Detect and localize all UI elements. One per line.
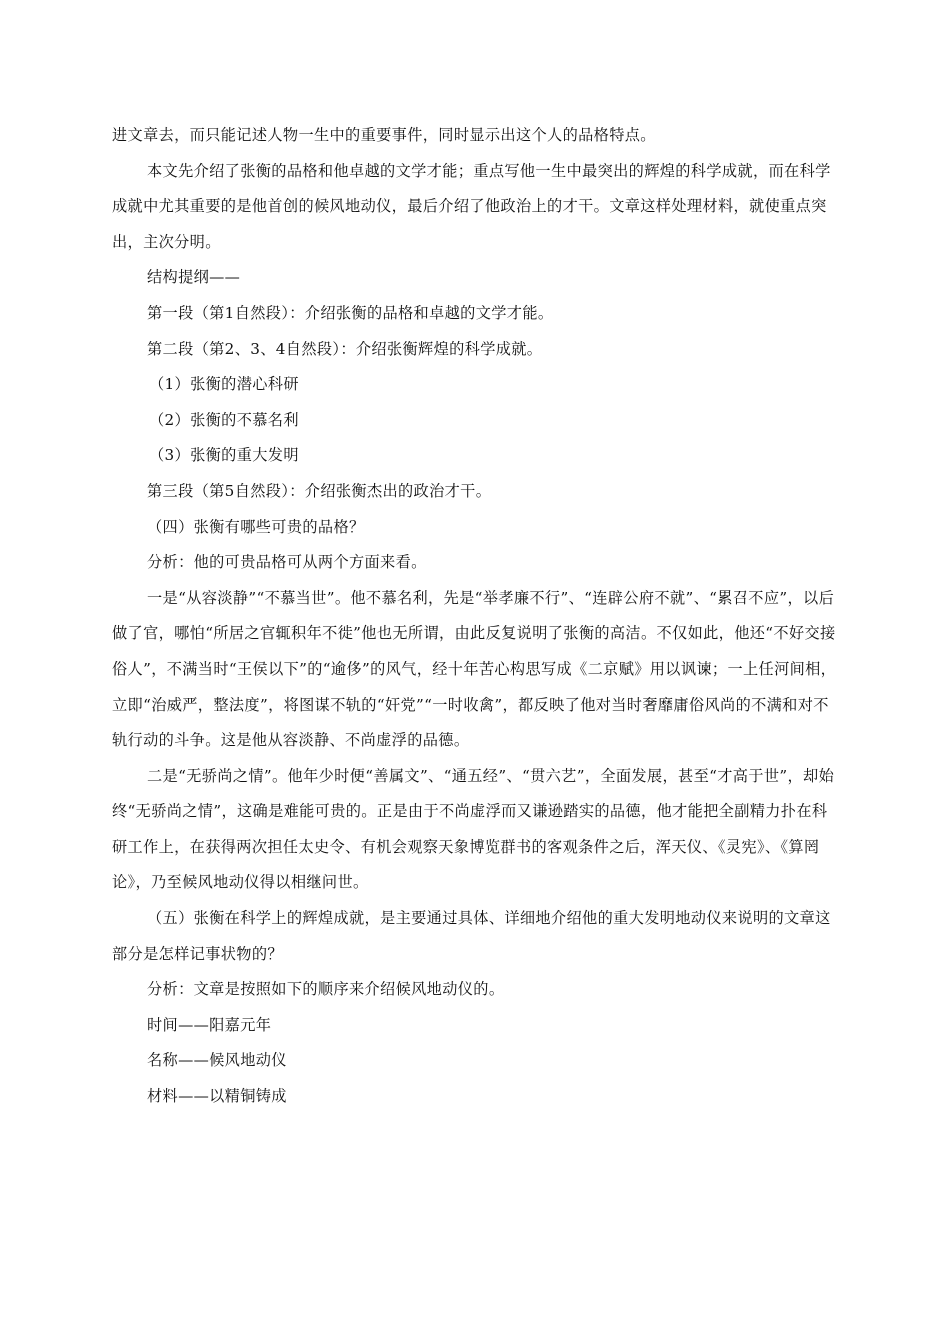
analysis-5: 分析：文章是按照如下的顺序来介绍候风地动仪的。 (147, 980, 505, 999)
paragraph-continuation: 进文章去，而只能记述人物一生中的重要事件，同时显示出这个人的品格特点。 (112, 126, 656, 144)
order-name: 名称——候风地动仪 (147, 1051, 287, 1070)
outline-section-3: 第三段（第5自然段）：介绍张衡杰出的政治才干。 (147, 481, 492, 500)
analysis-4: 分析：他的可贵品格可从两个方面来看。 (147, 553, 427, 572)
outline-subitem-1: （1）张衡的潜心科研 (149, 375, 299, 394)
paragraph-virtue-2: 二是“无骄尚之情”。他年少时便“善属文”、“通五经”、“贯六艺”，全面发展，甚至“才高于世”，却始终“无骄尚之情”，这确是难能可贵的。正是由于不尚虚浮而又谦逊踏实的品德，他才能把全副精力扑在科研工作上，在获得两次担任太史令、有机会观察天象博览群书的客观条件之后，浑天仪、《灵宪》、《算罔论》，乃至候风地动仪得以相继问世。 (112, 766, 835, 892)
outline-section-2: 第二段（第2、3、4自然段）：介绍张衡辉煌的科学成就。 (147, 339, 543, 358)
outline-section-1: 第一段（第1自然段）：介绍张衡的品格和卓越的文学才能。 (147, 303, 554, 322)
outline-subitem-2: （2）张衡的不慕名利 (149, 410, 299, 429)
question-5: （五）张衡在科学上的辉煌成就，是主要通过具体、详细地介绍他的重大发明地动仪来说明的文章这部分是怎样记事状物的？ (112, 909, 831, 963)
outline-heading: 结构提纲—— (147, 268, 241, 287)
outline-subitem-3: （3）张衡的重大发明 (149, 446, 299, 465)
order-time: 时间——阳嘉元年 (147, 1015, 272, 1034)
document-page (112, 118, 838, 1115)
paragraph-virtue-1: 一是“从容淡静”“不慕当世”。他不慕名利，先是“举孝廉不行”、“连辟公府不就”、“累召不应”，以后做了官，哪怕“所居之官辄积年不徙”他也无所谓，由此反复说明了张衡的高洁。不仅如此，他还“不好交接俗人”，不满当时“王侯以下”的“逾侈”的风气，经十年苦心构思写成《二京赋》用以讽谏；一上任河间相，立即“治威严，整法度”，将图谋不轨的“奸党”“一时收禽”，都反映了他对当时奢靡庸俗风尚的不满和对不轨行动的斗争。这是他从容淡静、不尚虚浮的品德。 (112, 588, 837, 750)
order-material: 材料——以精铜铸成 (147, 1087, 287, 1106)
question-4: （四）张衡有哪些可贵的品格？ (147, 517, 365, 536)
paragraph-summary: 本文先介绍了张衡的品格和他卓越的文学才能；重点写他一生中最突出的辉煌的科学成就，而在科学成就中尤其重要的是他首创的候风地动仪，最后介绍了他政治上的才干。文章这样处理材料，就使重点突出，主次分明。 (112, 161, 831, 251)
